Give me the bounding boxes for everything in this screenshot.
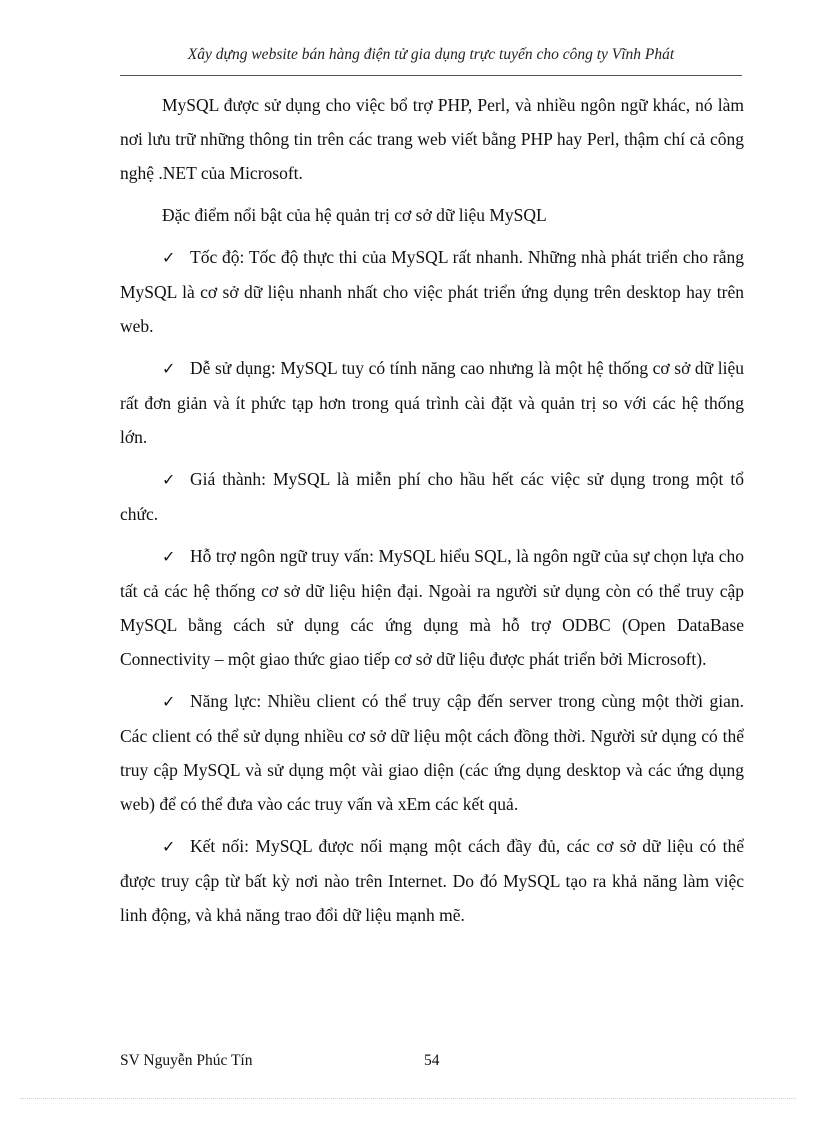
feature-text: Hỗ trợ ngôn ngữ truy vấn: MySQL hiểu SQL, là ngôn ngữ của sự chọn lựa cho tất cả các hệ thống cơ sở dữ liệu hiện đại. Ngoài ra người sử dụng còn có thể truy cập MySQL bằng cách sử dụng các ứng dụng mà hỗ trợ ODBC (Open DataBase Connectivity – một giao thức giao tiếp cơ sở dữ liệu được phát triển bởi Microsoft). bbox=[120, 546, 744, 669]
feature-text: Tốc độ: Tốc độ thực thi của MySQL rất nhanh. Những nhà phát triển cho rằng MySQL là cơ sở dữ liệu nhanh nhất cho việc phát triển ứng dụng trên desktop hay trên web. bbox=[120, 247, 744, 336]
feature-item-connectivity bbox=[120, 829, 744, 932]
running-header: Xây dựng website bán hàng điện tử gia dụng trực tuyến cho công ty Vĩnh Phát bbox=[187, 46, 675, 63]
page-number: 54 bbox=[424, 1052, 440, 1069]
intro-paragraph: MySQL được sử dụng cho việc bổ trợ PHP, Perl, và nhiều ngôn ngữ khác, nó làm nơi lưu trữ những thông tin trên các trang web viết bằng PHP hay Perl, thậm chí cả công nghệ .NET của Microsoft. bbox=[120, 95, 744, 183]
page-boundary-divider bbox=[20, 1098, 796, 1099]
document-body bbox=[120, 88, 744, 940]
checkmark-icon: ✓ bbox=[162, 359, 176, 378]
checkmark-icon: ✓ bbox=[162, 248, 176, 267]
feature-text: Giá thành: MySQL là miễn phí cho hầu hết các việc sử dụng trong một tổ chức. bbox=[120, 469, 744, 524]
feature-text: Kết nối: MySQL được nối mạng một cách đầy đủ, các cơ sở dữ liệu có thể được truy cập từ bất kỳ nơi nào trên Internet. Do đó MySQL tạo ra khả năng làm việc linh động, và khả năng trao đổi dữ liệu mạnh mẽ. bbox=[120, 836, 744, 925]
feature-item-query-language bbox=[120, 539, 744, 676]
feature-item-speed bbox=[120, 240, 744, 343]
feature-item-ease-of-use bbox=[120, 351, 744, 454]
header-divider bbox=[120, 75, 742, 76]
section-subheading: Đặc điểm nổi bật của hệ quản trị cơ sở dữ liệu MySQL bbox=[162, 205, 547, 225]
checkmark-icon: ✓ bbox=[162, 547, 176, 566]
checkmark-icon: ✓ bbox=[162, 692, 176, 711]
footer-author: SV Nguyễn Phúc Tín bbox=[120, 1052, 253, 1069]
checkmark-icon: ✓ bbox=[162, 470, 176, 489]
feature-item-cost bbox=[120, 462, 744, 531]
feature-text: Dễ sử dụng: MySQL tuy có tính năng cao nhưng là một hệ thống cơ sở dữ liệu rất đơn giản và ít phức tạp hơn trong quá trình cài đặt và quản trị so với các hệ thống lớn. bbox=[120, 358, 744, 447]
feature-text: Năng lực: Nhiều client có thể truy cập đến server trong cùng một thời gian. Các client có thể sử dụng nhiều cơ sở dữ liệu một cách đồng thời. Người sử dụng có thể truy cập MySQL và sử dụng một vài giao diện (các ứng dụng desktop và các ứng dụng web) để có thể đưa vào các truy vấn và xEm các kết quả. bbox=[120, 691, 744, 814]
checkmark-icon: ✓ bbox=[162, 837, 176, 856]
feature-item-capability bbox=[120, 684, 744, 821]
